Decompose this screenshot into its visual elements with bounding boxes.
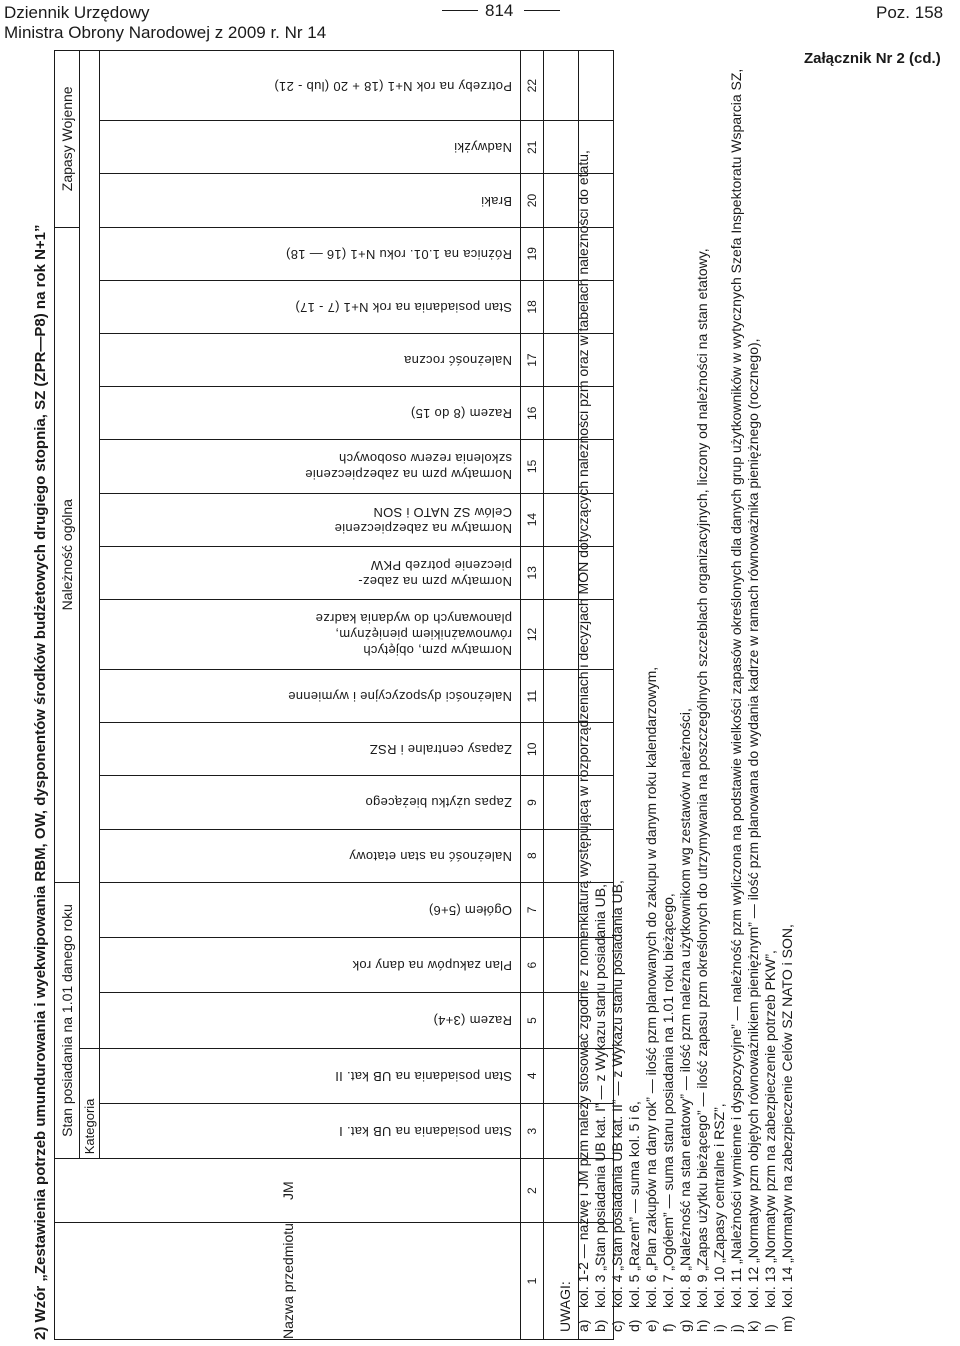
col-4: Stan posiadania na UB kat. II [100, 1048, 521, 1103]
note-letter: h) [694, 1319, 710, 1332]
col-number: 11 [521, 670, 544, 723]
col-number: 16 [521, 387, 544, 440]
col-19: Różnica na 1.01. roku N+1 (16 — 18) [100, 227, 521, 280]
col-10: Zapasy centralne i RSZ [100, 723, 521, 776]
col-number: 7 [521, 882, 544, 937]
page-number: 814 [485, 1, 514, 20]
category-row [80, 51, 100, 1340]
note-item [711, 52, 728, 1332]
annex-label: Załącznik Nr 2 (cd.) [804, 50, 941, 67]
col-number: 15 [521, 440, 544, 493]
col-number: 13 [521, 546, 544, 599]
note-item [779, 52, 796, 1332]
note-text: kol. 5 „Razem” — suma kol. 5 i 6, [626, 1101, 642, 1308]
col-12: Normatyw pzm, objętych równoważnikiem pieniężnym, planowanych do wydania kadrze [100, 599, 521, 669]
col-6: Plan zakupów na dany rok [100, 938, 521, 993]
note-text: kol. 10 „Zapasy centralne i RSZ”, [711, 1103, 727, 1308]
note-letter: b) [592, 1319, 608, 1332]
col-8: Należność na stan etatowy [100, 829, 521, 882]
notes-list [575, 52, 796, 1332]
note-item [592, 52, 609, 1332]
group-header-row [55, 51, 80, 1340]
note-text: kol. 13 „Normatyw pzm na zabezpieczenie potrzeb PKW”, [762, 950, 778, 1308]
note-item [762, 52, 779, 1332]
note-letter: e) [643, 1319, 659, 1332]
column-number-row [521, 51, 544, 1340]
col-number: 10 [521, 723, 544, 776]
col-number: 3 [521, 1103, 544, 1158]
note-text: kol. 9 „Zapas użytku bieżącego” — ilość zapasu pzm określonych do utrzymywania na poszczególnych szczeblach organizacyjnych, liczony od należności na stan etatowy, [694, 248, 710, 1308]
col-5: Razem (3+4) [100, 993, 521, 1048]
col-16: Razem (8 do 15) [100, 387, 521, 440]
note-text: kol. 1-2 — nazwę i JM pzm należy stosować zgodnie z nomenklaturą występującą w rozporządzeniach i decyzjach MON dotyczących należności pzm oraz w tabelach należności do etatu, [575, 150, 591, 1308]
note-letter: i) [711, 1324, 727, 1332]
note-text: kol. 7 „Ogółem” — suma stanu posiadania na 1.01 roku bieżącego, [660, 893, 676, 1308]
col-9: Zapas użytku bieżącego [100, 776, 521, 829]
group-stan-posiadania: Stan posiadania na 1.01 danego roku [55, 882, 80, 1159]
col-jm: JM [55, 1159, 521, 1223]
note-text: kol. 12 „Normatyw pzm objętych równoważnikiem pieniężnym” — ilość pzm planowana do wydania kadrze w ramach równoważnika pieniężnego (rocznego), [745, 338, 761, 1308]
note-item [745, 52, 762, 1332]
col-number: 8 [521, 829, 544, 882]
note-letter: g) [677, 1319, 693, 1332]
col-number: 9 [521, 776, 544, 829]
column-header-row [100, 51, 521, 1340]
group-naleznosc-ogolna: Należność ogólna [55, 227, 80, 882]
col-7: Ogółem (5+6) [100, 882, 521, 937]
col-number: 22 [521, 51, 544, 121]
col-nazwa-przedmiotu: Nazwa przedmiotu [55, 1223, 521, 1340]
note-item [626, 52, 643, 1332]
col-number: 17 [521, 334, 544, 387]
group-kategoria: Kategoria [80, 1048, 100, 1159]
note-item [728, 52, 745, 1332]
note-letter: m) [779, 1315, 795, 1332]
note-item [660, 52, 677, 1332]
form-table [54, 50, 614, 1340]
col-number: 1 [521, 1223, 544, 1340]
header-rule-right [524, 10, 560, 11]
journal-name: Dziennik Urzędowy [4, 3, 150, 22]
position-number: Poz. 158 [876, 3, 944, 22]
header-rule-left [442, 10, 478, 11]
col-3: Stan posiadania na UB kat. I [100, 1103, 521, 1158]
group-zapasy-wojenne: Zapasy Wojenne [55, 51, 80, 228]
note-text: kol. 11 „Należności wymienne i dyspozycyjne” — należność pzm wyliczona na podstawie wielkości zapasów określonych dla danych grup użytkowników w wytycznych Szefa Inspektoratu Wsparcia SZ, [728, 68, 744, 1308]
col-14: Normatyw na zabezpieczenie Celów SZ NATO i SON [100, 493, 521, 546]
col-15: Normatyw pzm na zabezpieczenie szkolenia rezerw osobowych [100, 440, 521, 493]
note-text: kol. 3 „Stan posiadania UB kat. I” — z Wykazu stanu posiadania UB, [592, 884, 608, 1308]
col-number: 20 [521, 174, 544, 227]
note-item [609, 52, 626, 1332]
col-number: 19 [521, 227, 544, 280]
col-17: Należność roczna [100, 334, 521, 387]
note-text: kol. 4 „Stan posiadania UB kat. II” — z Wykazu stanu posiadania UB, [609, 880, 625, 1308]
col-number: 18 [521, 280, 544, 333]
note-letter: l) [762, 1324, 778, 1332]
note-item [677, 52, 694, 1332]
col-number: 5 [521, 993, 544, 1048]
note-text: kol. 6 „Plan zakupów na dany rok” — ilość pzm planowanych do zakupu w danym roku kalendarzowym, [643, 666, 659, 1308]
ministry-line: Ministra Obrony Narodowej z 2009 r. Nr 14 [4, 23, 327, 42]
col-number: 21 [521, 121, 544, 174]
col-11: Należności dyspozycyjne i wymienne [100, 670, 521, 723]
note-letter: c) [609, 1320, 625, 1332]
note-item [694, 52, 711, 1332]
col-number: 14 [521, 493, 544, 546]
note-letter: k) [745, 1320, 761, 1332]
col-13: Normatyw pzm na zabez- pieczenie potrzeb PKW [100, 546, 521, 599]
col-22: Potrzeby na rok N+1 (18 + 20 (lub - 21) [100, 51, 521, 121]
rotated-document [32, 40, 952, 1340]
note-text: kol. 8 „Należność na stan etatowy” — ilość pzm należna użytkownikom wg zestawów należności, [677, 708, 693, 1308]
notes-title: UWAGI: [557, 1281, 573, 1332]
note-text: kol. 14 „Normatyw na zabezpieczenie Celów SZ NATO i SON, [779, 924, 795, 1308]
col-21: Nadwyżki [100, 121, 521, 174]
note-item [575, 52, 592, 1332]
document-title: 2) Wzór „Zestawienia potrzeb umundurowania i wyekwipowania RBM, OW, dysponentów środków budżetowych drugiego stopnia, SZ (ZPR—P8) na rok N+1” [32, 224, 49, 1340]
col-number: 2 [521, 1159, 544, 1223]
notes-section [557, 52, 796, 1332]
note-item [643, 52, 660, 1332]
note-letter: a) [575, 1319, 591, 1332]
note-letter: f) [660, 1323, 676, 1332]
note-letter: j) [728, 1324, 744, 1332]
note-letter: d) [626, 1319, 642, 1332]
col-number: 6 [521, 938, 544, 993]
col-number: 4 [521, 1048, 544, 1103]
col-18: Stan posiadania na rok N+1 (7 - 17) [100, 280, 521, 333]
col-20: Braki [100, 174, 521, 227]
col-number: 12 [521, 599, 544, 669]
